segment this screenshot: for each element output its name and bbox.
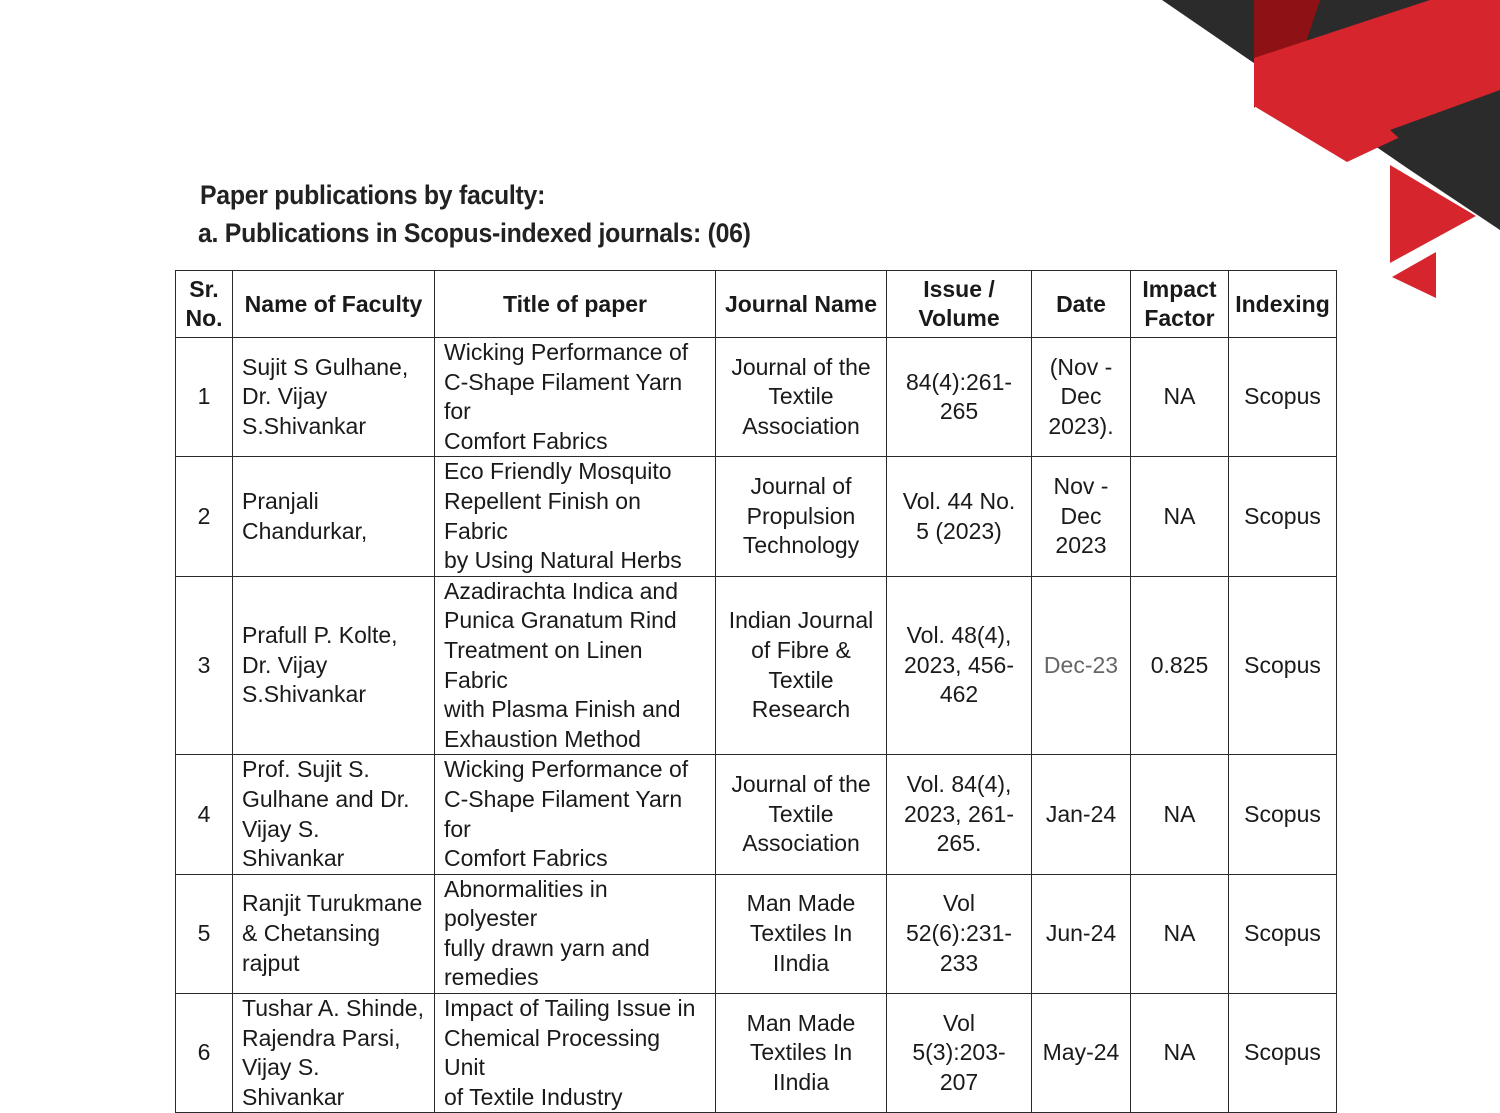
cell-faculty: Pranjali Chandurkar, <box>233 457 435 576</box>
red-band-shape <box>1254 0 1500 162</box>
dark-red-shape <box>1254 0 1320 108</box>
publications-table <box>175 270 1337 1113</box>
cell-date: Jan-24 <box>1032 755 1131 874</box>
cell-impact: NA <box>1131 755 1229 874</box>
cell-title: Wicking Performance of C-Shape Filament Yarn for Comfort Fabrics <box>435 755 716 874</box>
cell-title: Eco Friendly Mosquito Repellent Finish on Fabric by Using Natural Herbs <box>435 457 716 576</box>
table-row <box>176 874 1337 993</box>
red-small-triangle-shape <box>1392 252 1436 298</box>
cell-date: May-24 <box>1032 994 1131 1113</box>
cell-journal: Journal of the Textile Association <box>716 755 887 874</box>
cell-sr: 1 <box>176 338 233 457</box>
cell-date: Dec-23 <box>1032 576 1131 755</box>
cell-issue: Vol 52(6):231- 233 <box>887 874 1032 993</box>
cell-impact: 0.825 <box>1131 576 1229 755</box>
table-row <box>176 994 1337 1113</box>
cell-title: Impact of Tailing Issue in Chemical Processing Unit of Textile Industry <box>435 994 716 1113</box>
cell-impact: NA <box>1131 457 1229 576</box>
table-row <box>176 338 1337 457</box>
cell-date: (Nov - Dec 2023). <box>1032 338 1131 457</box>
cell-sr: 2 <box>176 457 233 576</box>
cell-journal: Man Made Textiles In IIndia <box>716 994 887 1113</box>
cell-faculty: Prafull P. Kolte, Dr. Vijay S.Shivankar <box>233 576 435 755</box>
cell-title: Abnormalities in polyester fully drawn yarn and remedies <box>435 874 716 993</box>
cell-indexing: Scopus <box>1229 576 1337 755</box>
cell-indexing: Scopus <box>1229 994 1337 1113</box>
cell-issue: Vol. 84(4), 2023, 261- 265. <box>887 755 1032 874</box>
cell-indexing: Scopus <box>1229 874 1337 993</box>
col-header-date: Date <box>1032 271 1131 338</box>
cell-faculty: Sujit S Gulhane, Dr. Vijay S.Shivankar <box>233 338 435 457</box>
col-header-faculty: Name of Faculty <box>233 271 435 338</box>
cell-journal: Journal of the Textile Association <box>716 338 887 457</box>
cell-title: Azadirachta Indica and Punica Granatum Rind Treatment on Linen Fabric with Plasma Finish and Exhaustion Method <box>435 576 716 755</box>
cell-issue: Vol. 44 No. 5 (2023) <box>887 457 1032 576</box>
cell-issue: Vol 5(3):203- 207 <box>887 994 1032 1113</box>
cell-impact: NA <box>1131 338 1229 457</box>
cell-indexing: Scopus <box>1229 755 1337 874</box>
table-row <box>176 755 1337 874</box>
cell-sr: 4 <box>176 755 233 874</box>
section-subtitle: a. Publications in Scopus-indexed journals: (06) <box>198 218 751 248</box>
cell-journal: Man Made Textiles In IIndia <box>716 874 887 993</box>
col-header-impact: Impact Factor <box>1131 271 1229 338</box>
cell-faculty: Prof. Sujit S. Gulhane and Dr. Vijay S. Shivankar <box>233 755 435 874</box>
cell-faculty: Tushar A. Shinde, Rajendra Parsi, Vijay S. Shivankar <box>233 994 435 1113</box>
cell-sr: 6 <box>176 994 233 1113</box>
cell-indexing: Scopus <box>1229 338 1337 457</box>
cell-sr: 5 <box>176 874 233 993</box>
charcoal-lower-shape <box>1390 90 1500 230</box>
cell-journal: Indian Journal of Fibre & Textile Research <box>716 576 887 755</box>
table-header-row <box>176 271 1337 338</box>
col-header-title: Title of paper <box>435 271 716 338</box>
col-header-indexing: Indexing <box>1229 271 1337 338</box>
page-headings <box>200 176 799 252</box>
cell-indexing: Scopus <box>1229 457 1337 576</box>
cell-title: Wicking Performance of C-Shape Filament Yarn for Comfort Fabrics <box>435 338 716 457</box>
cell-date: Nov - Dec 2023 <box>1032 457 1131 576</box>
page-title: Paper publications by faculty: <box>200 180 546 210</box>
cell-sr: 3 <box>176 576 233 755</box>
col-header-journal: Journal Name <box>716 271 887 338</box>
cell-issue: Vol. 48(4), 2023, 456- 462 <box>887 576 1032 755</box>
charcoal-band-shape <box>1162 0 1500 230</box>
col-header-sr-no: Sr. No. <box>176 271 233 338</box>
cell-impact: NA <box>1131 874 1229 993</box>
cell-date: Jun-24 <box>1032 874 1131 993</box>
table-row <box>176 576 1337 755</box>
cell-issue: 84(4):261- 265 <box>887 338 1032 457</box>
cell-journal: Journal of Propulsion Technology <box>716 457 887 576</box>
cell-impact: NA <box>1131 994 1229 1113</box>
cell-faculty: Ranjit Turukmane & Chetansing rajput <box>233 874 435 993</box>
col-header-issue: Issue / Volume <box>887 271 1032 338</box>
table-row <box>176 457 1337 576</box>
red-arrow-shape <box>1390 165 1476 263</box>
